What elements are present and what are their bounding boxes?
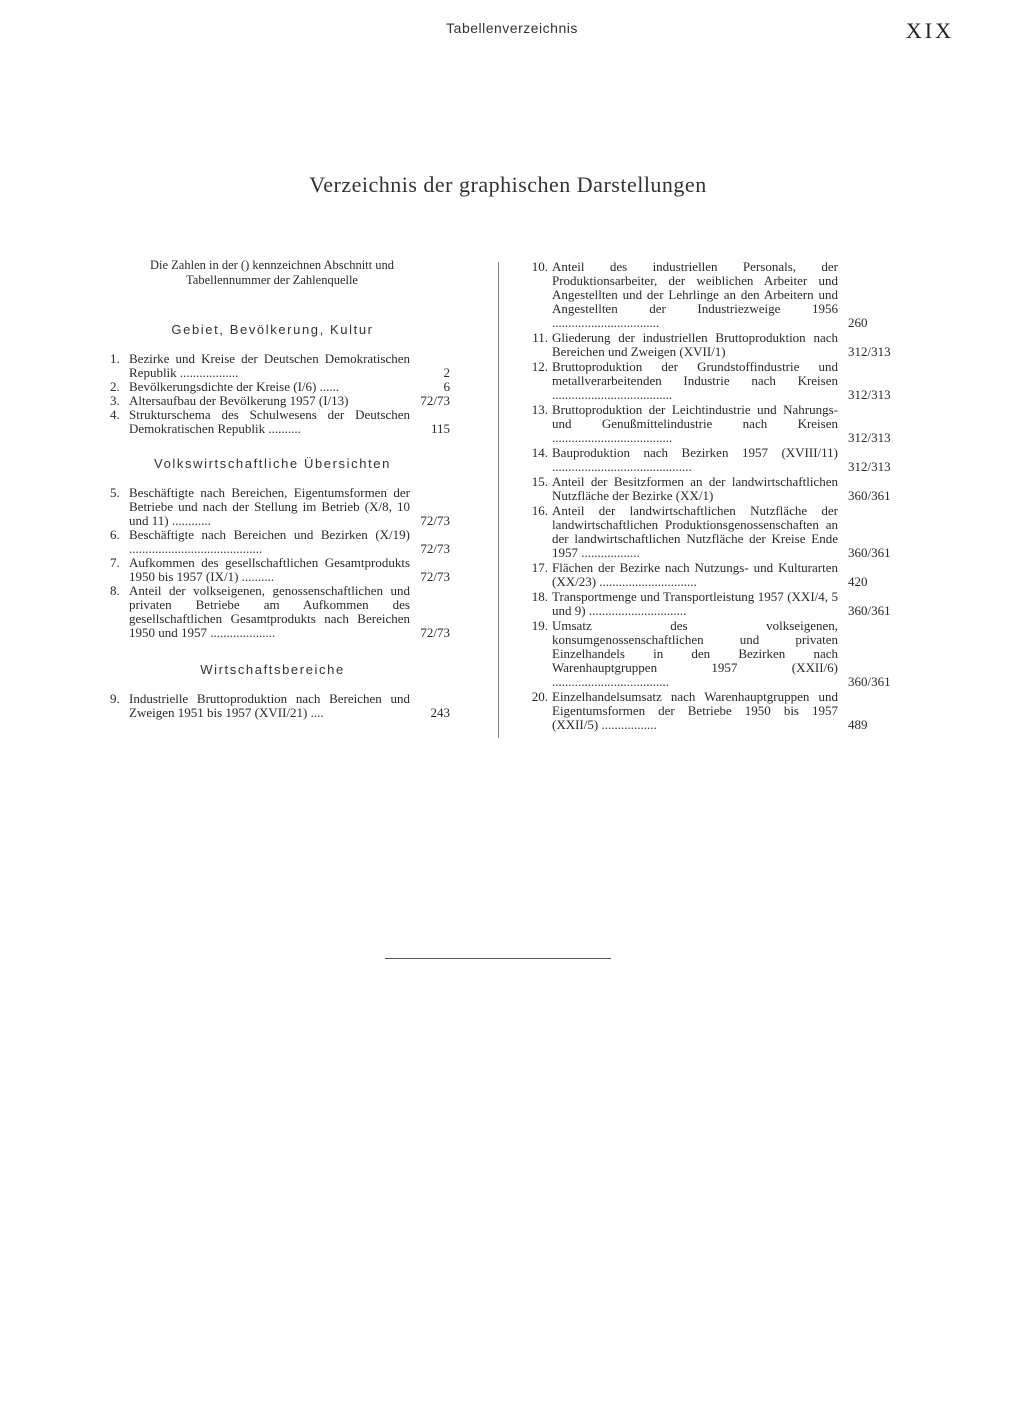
list-item [524,475,900,503]
entry-page: 312/313 [848,430,891,445]
list-item [524,504,900,560]
entry-number: 1. [110,351,120,366]
entry-text: Gliederung der industriellen Bruttoproduktion nach Bereichen und Zweigen (XVII/1) [552,330,838,359]
entry-text: Einzelhandelsumsatz nach Warenhauptgruppen und Eigentumsformen der Betriebe 1950 bis 1957 (XXII/5) ................. [552,689,838,732]
entry-page: 2 [443,365,450,380]
entry-text: Beschäftigte nach Bereichen und Bezirken (X/19) ......................................... [129,527,410,556]
entry-text: Industrielle Bruttoproduktion nach Bereichen und Zweigen 1951 bis 1957 (XVII/21) .... [129,691,410,720]
entry-text: Bruttoproduktion der Leichtindustrie und Nahrungs- und Genußmittelindustrie nach Kreisen ..................................... [552,402,838,445]
entry-number: 7. [110,555,120,570]
entry-number: 6. [110,527,120,542]
list-item [524,561,900,589]
right-column [524,260,900,733]
entry-text: Altersaufbau der Bevölkerung 1957 (I/13) [129,393,349,408]
entry-text: Bezirke und Kreise der Deutschen Demokratischen Republik .................. [129,351,410,380]
entry-number: 9. [110,691,120,706]
list-item [524,331,900,359]
list-item [524,690,900,732]
list-item [110,394,450,408]
entry-page: 360/361 [848,603,891,618]
entry-number: 19. [531,618,548,633]
entry-number: 4. [110,407,120,422]
entry-number: 3. [110,393,120,408]
list-item [524,590,900,618]
entry-text: Bauproduktion nach Bezirken 1957 (XVIII/11) ........................................... [552,445,838,474]
entry-text: Beschäftigte nach Bereichen, Eigentumsformen der Betriebe und nach der Stellung im Betrieb (X/8, 10 und 11) ............ [129,485,410,528]
list-item [524,446,900,474]
section-heading-economy: Volkswirtschaftliche Übersichten [154,456,391,471]
entry-text: Flächen der Bezirke nach Nutzungs- und Kulturarten (XX/23) .............................. [552,560,838,589]
column-divider [498,262,499,738]
list-item [110,556,450,584]
running-head: Tabellenverzeichnis [446,20,578,36]
list-item [110,486,450,528]
page-title: Verzeichnis der graphischen Darstellungen [309,172,707,197]
source-note: Die Zahlen in der () kennzeichnen Abschnitt und Tabellennummer der Zahlenquelle [149,258,395,287]
list-item [524,403,900,445]
entry-page: 72/73 [420,569,450,584]
list-item [110,584,450,640]
entry-text: Anteil der Besitzformen an der landwirtschaftlichen Nutzfläche der Bezirke (XX/1) [552,474,838,503]
entry-page: 243 [430,705,450,720]
list-item [110,380,450,394]
entry-page: 420 [848,574,868,589]
entry-number: 16. [531,503,548,518]
list-item [110,352,450,380]
page-number: XIX [905,18,954,43]
entry-text: Anteil der landwirtschaftlichen Nutzfläche der landwirtschaftlichen Produktionsgenossenschaften an der landwirtschaftlichen Nutzfläche der Kreise Ende 1957 .................. [552,503,838,560]
entry-page: 360/361 [848,545,891,560]
entry-text: Umsatz des volkseigenen, konsumgenossenschaftlichen und privaten Einzelhandels in den Bezirken nach Warenhauptgruppen 1957 (XXII/6) .................................... [552,618,838,689]
entry-text: Aufkommen des gesellschaftlichen Gesamtprodukts 1950 bis 1957 (IX/1) .......... [129,555,410,584]
entry-number: 20. [531,689,548,704]
entry-text: Bevölkerungsdichte der Kreise (I/6) ...... [129,379,340,394]
entry-page: 72/73 [420,393,450,408]
section-heading-industries: Wirtschaftsbereiche [200,662,345,677]
entry-number: 13. [531,402,548,417]
entry-page: 72/73 [420,513,450,528]
entry-number: 10. [531,259,548,274]
entry-text: Anteil der volkseigenen, genossenschaftlichen und privaten Betriebe am Aufkommen des gesellschaftlichen Gesamtprodukts nach Bereichen 1950 und 1957 .................... [129,583,410,640]
entry-page: 312/313 [848,387,891,402]
entry-number: 14. [531,445,548,460]
entry-number: 12. [531,359,548,374]
entry-number: 17. [531,560,548,575]
list-item [110,692,450,720]
entry-page: 260 [848,315,868,330]
entry-page: 115 [430,421,450,436]
entry-number: 2. [110,379,120,394]
entry-text: Bruttoproduktion der Grundstoffindustrie und metallverarbeitenden Industrie nach Kreisen ..................................... [552,359,838,402]
entry-page: 312/313 [848,344,891,359]
entry-number: 18. [531,589,548,604]
left-column [110,258,450,720]
closing-rule [385,958,611,959]
entry-number: 8. [110,583,120,598]
entry-text: Strukturschema des Schulwesens der Deutschen Demokratischen Republik .......... [129,407,410,436]
entry-page: 489 [848,717,868,732]
list-item [110,528,450,556]
list-item [110,408,450,436]
entry-number: 15. [531,474,548,489]
entry-page: 6 [443,379,450,394]
entry-page: 72/73 [420,625,450,640]
entry-number: 11. [532,330,548,345]
list-item [524,260,900,330]
list-item [524,619,900,689]
list-item [524,360,900,402]
entry-text: Transportmenge und Transportleistung 1957 (XXI/4, 5 und 9) .............................. [552,589,838,618]
entry-text: Anteil des industriellen Personals, der Produktionsarbeiter, der weiblichen Arbeiter und Angestellten und der Lehrlinge an den Arbeitern und Angestellten der Industriezweige 1956 ................................. [552,259,838,330]
entry-number: 5. [110,485,120,500]
entry-page: 360/361 [848,674,891,689]
entry-page: 360/361 [848,488,891,503]
entry-page: 312/313 [848,459,891,474]
section-heading-population: Gebiet, Bevölkerung, Kultur [171,322,374,337]
entry-page: 72/73 [420,541,450,556]
